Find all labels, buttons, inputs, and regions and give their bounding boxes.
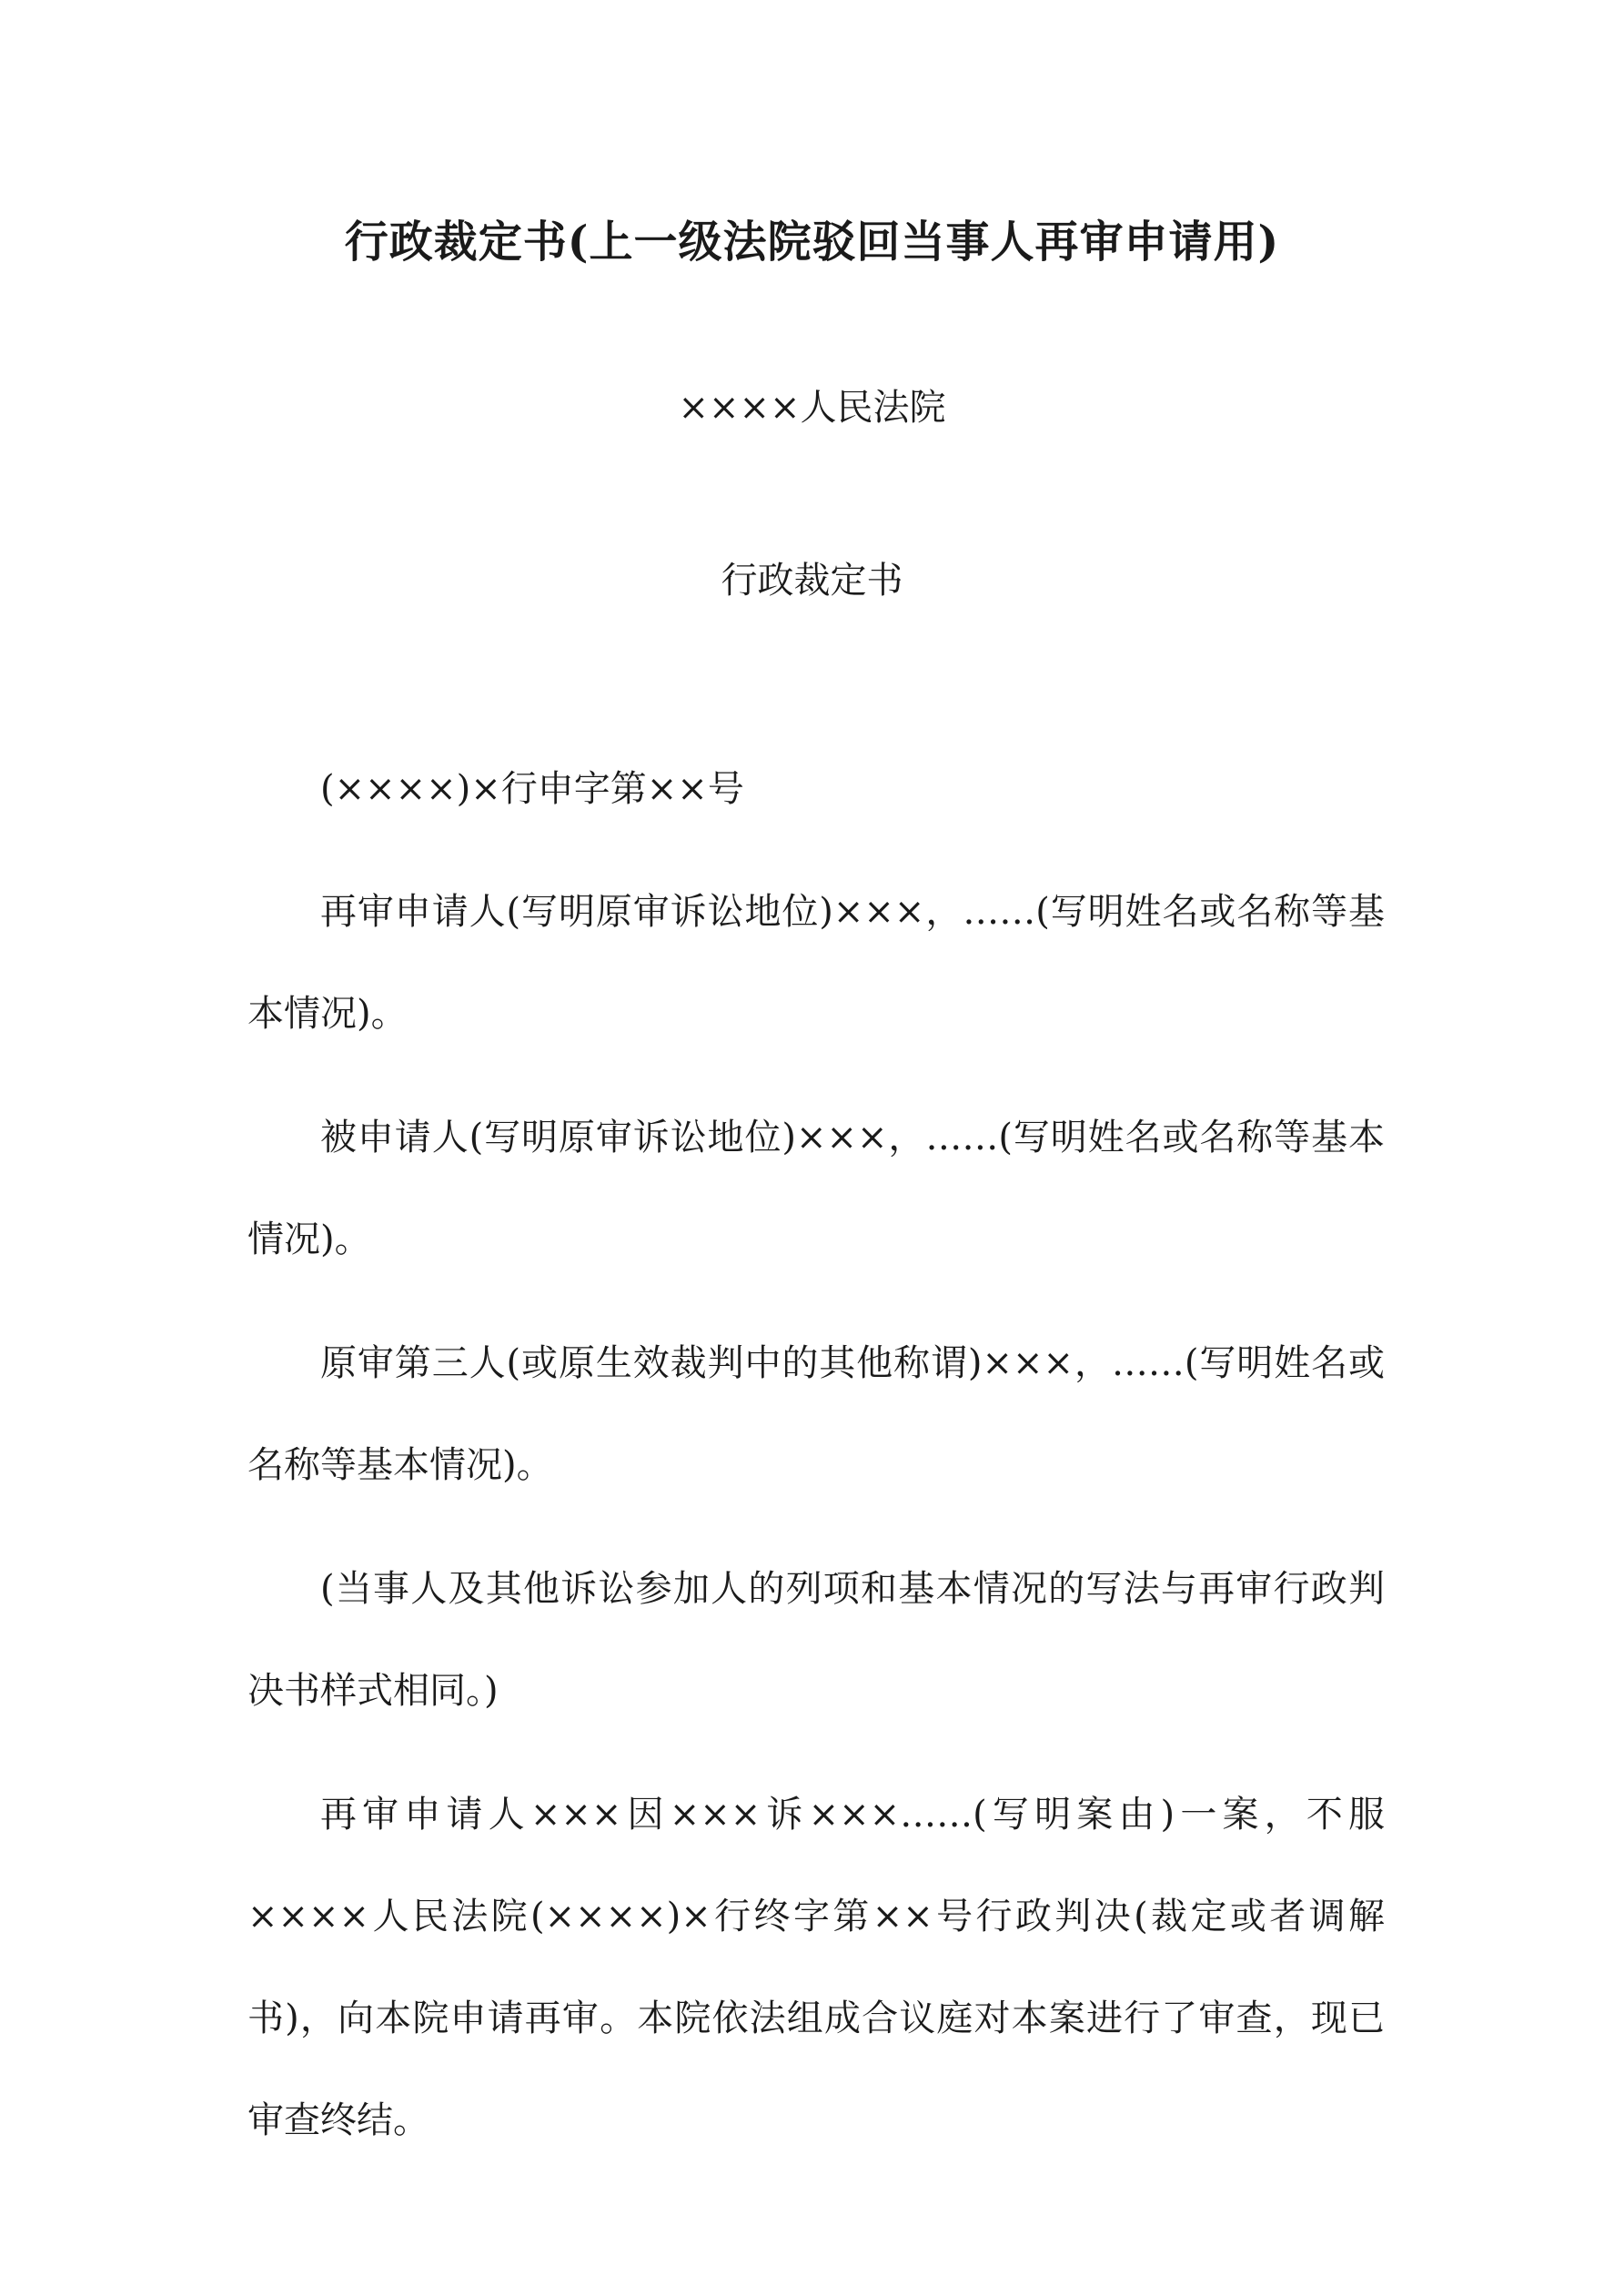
case-number-block xyxy=(247,738,1385,840)
document-type-heading: 行政裁定书 xyxy=(721,560,903,602)
paragraph-third-party: 原审第三人(或原生效裁判中的其他称谓)×××，……(写明姓名或名称等基本情况)。 xyxy=(247,1342,1385,1486)
paragraph-note: (当事人及其他诉讼参加人的列项和基本情况的写法与再审行政判决书样式相同。) xyxy=(247,1568,1385,1712)
court-name: ××××人民法院 xyxy=(678,387,946,429)
document-body xyxy=(247,861,1385,2193)
paragraph-applicant: 再审申请人(写明原审诉讼地位)×××，……(写明姓名或名称等基本情况)。 xyxy=(247,891,1385,1035)
document-title: 行政裁定书(上一级法院驳回当事人再审申请用) xyxy=(344,217,1280,268)
case-number: (××××)×行申字第××号 xyxy=(320,768,744,810)
paragraph-case-background: 再审申请人×××因×××诉×××……(写明案由)一案，不服××××人民法院(××××)×行终字第××号行政判决(裁定或者调解书)，向本院申请再审。本院依法组成合议庭对本案进行了审查，现已审查终结。 xyxy=(247,1794,1385,2141)
paragraph-respondent: 被申请人(写明原审诉讼地位)×××，……(写明姓名或名称等基本情况)。 xyxy=(247,1117,1385,1260)
